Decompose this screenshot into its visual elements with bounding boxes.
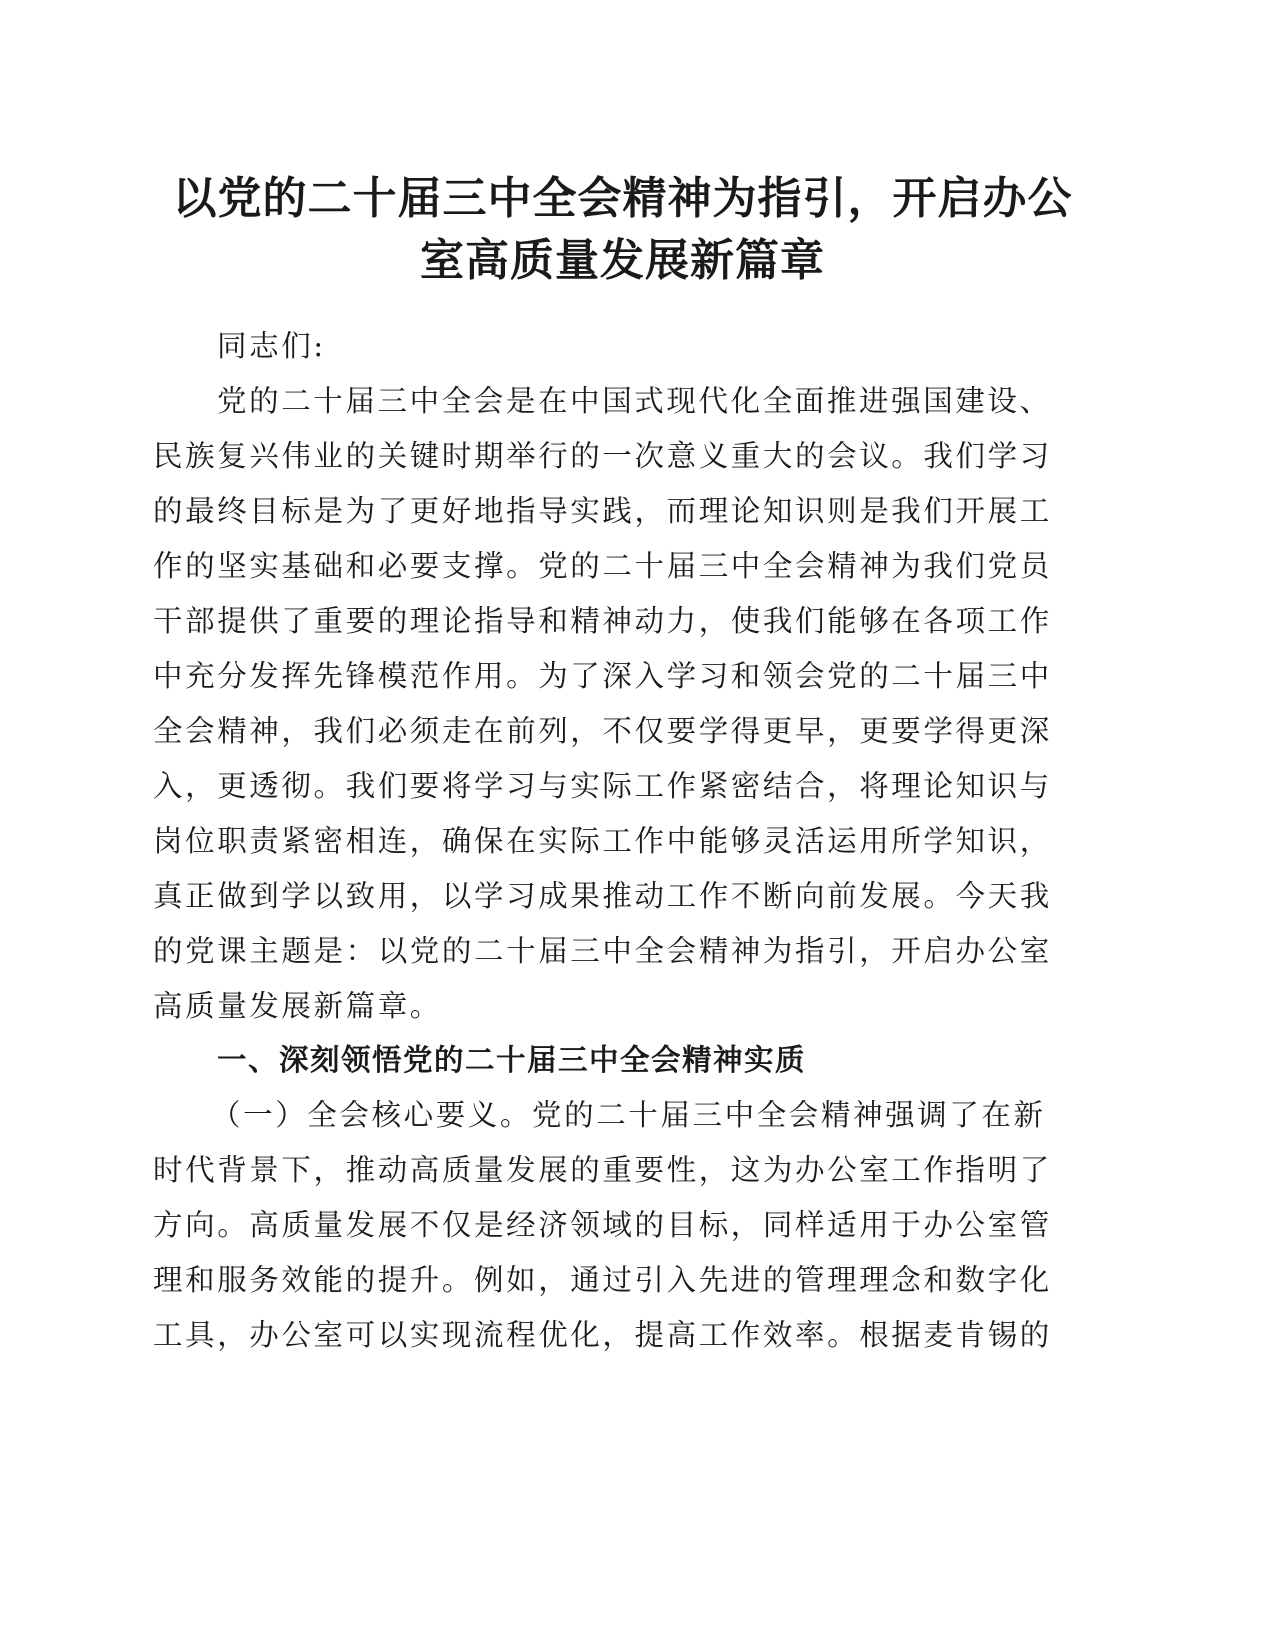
greeting-text: 同志们: [217,329,326,363]
paragraph-line: 干部提供了重要的理论指导和精神动力，使我们能够在各项工作 [153,604,1052,638]
paragraph-line: 作的坚实基础和必要支撑。党的二十届三中全会精神为我们党员 [153,549,1052,583]
paragraph-line: 高质量发展新篇章。 [153,989,442,1023]
paragraph-line: 方向。高质量发展不仅是经济领域的目标，同样适用于办公室管 [153,1208,1052,1242]
paragraph-line: 理和服务效能的提升。例如，通过引入先进的管理理念和数字化 [153,1263,1052,1297]
paragraph-line: （一）全会核心要义。党的二十届三中全会精神强调了在新 [211,1098,1046,1132]
paragraph-line: 中充分发挥先锋模范作用。为了深入学习和领会党的二十届三中 [153,659,1052,693]
paragraph-line: 时代背景下，推动高质量发展的重要性，这为办公室工作指明了 [153,1153,1052,1187]
document-title [150,168,1095,292]
paragraph-line: 民族复兴伟业的关键时期举行的一次意义重大的会议。我们学习 [153,439,1052,473]
title-line: 以党的二十届三中全会精神为指引，开启办公 [172,173,1073,224]
paragraph-line: 的党课主题是：以党的二十届三中全会精神为指引，开启办公室 [153,934,1052,968]
paragraph-line: 全会精神，我们必须走在前列，不仅要学得更早，更要学得更深 [153,714,1052,748]
paragraph-line: 入，更透彻。我们要将学习与实际工作紧密结合，将理论知识与 [153,769,1052,803]
paragraph-line: 岗位职责紧密相连，确保在实际工作中能够灵活运用所学知识， [153,824,1052,858]
paragraph-line: 的最终目标是为了更好地指导实践，而理论知识则是我们开展工 [153,494,1052,528]
title-line: 室高质量发展新篇章 [420,235,825,286]
paragraph-line: 真正做到学以致用，以学习成果推动工作不断向前发展。今天我 [153,879,1052,913]
section-heading: 一、深刻领悟党的二十届三中全会精神实质 [217,1043,807,1077]
greeting-paragraph [153,319,1088,374]
paragraph-line: 党的二十届三中全会是在中国式现代化全面推进强国建设、 [217,384,1052,418]
intro-paragraph [153,374,1088,1034]
section-paragraph [153,1088,1088,1363]
paragraph-line: 工具，办公室可以实现流程优化，提高工作效率。根据麦肯锡的 [153,1318,1052,1352]
